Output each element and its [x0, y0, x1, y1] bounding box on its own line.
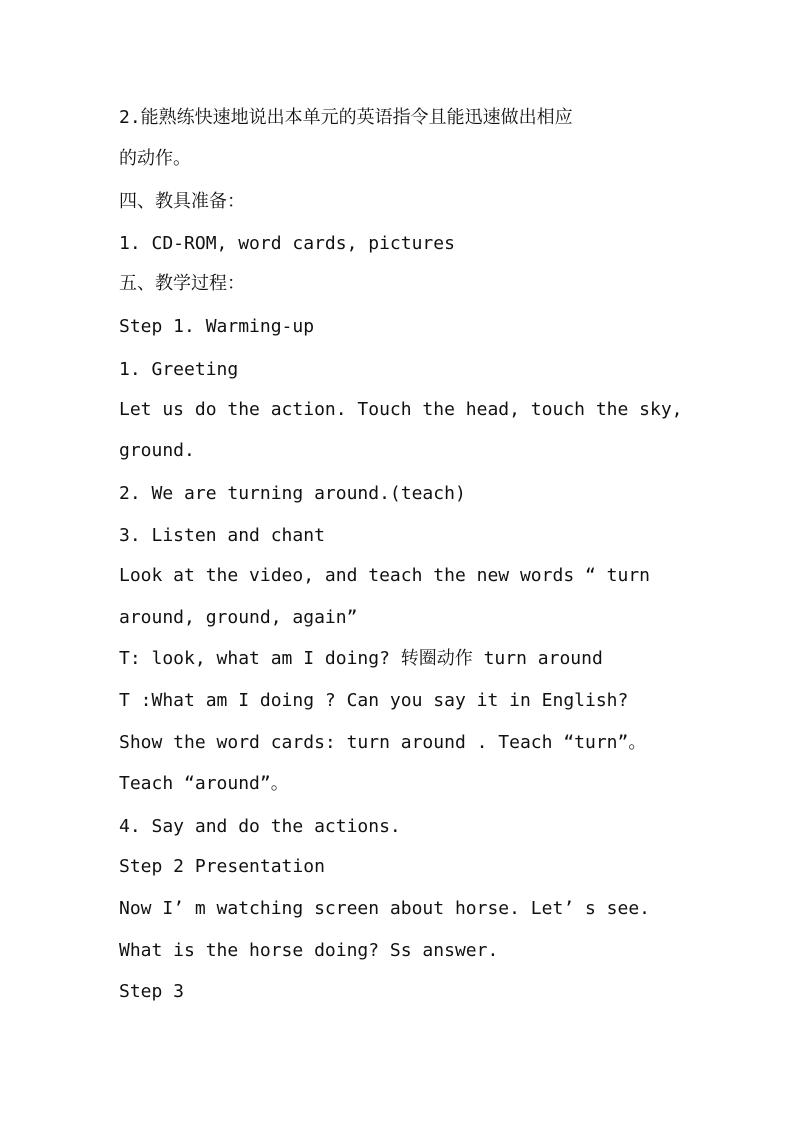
text-line: 4. Say and do the actions. [119, 816, 401, 837]
text-line: T :What am I doing ? Can you say it in English? [119, 690, 629, 711]
text-line: Step 2 Presentation [119, 856, 325, 877]
text-line: Show the word cards: turn around . Teach “turn”。 [119, 732, 647, 753]
text-line: Let us do the action. Touch the head, touch the sky, [119, 399, 683, 420]
text-line: 2.能熟练快速地说出本单元的英语指令且能迅速做出相应 [119, 107, 573, 128]
text-line: around, ground, again” [119, 607, 358, 628]
text-line: 的动作。 [119, 148, 191, 169]
text-line: T: look, what am I doing? 转圈动作 turn around [119, 648, 603, 669]
text-line: 1. CD-ROM, word cards, pictures [119, 233, 455, 254]
text-line: Step 3 [119, 981, 185, 1002]
text-line: ground. [119, 440, 195, 461]
text-line: 五、教学过程： [119, 273, 245, 294]
text-line: 2. We are turning around.(teach) [119, 483, 466, 504]
text-line: 四、教具准备： [119, 191, 245, 212]
text-line: 3. Listen and chant [119, 525, 325, 546]
text-line: What is the horse doing? Ss answer. [119, 940, 499, 961]
text-line: Step 1. Warming-up [119, 316, 315, 337]
text-line: Now I’ m watching screen about horse. Let’ s see. [119, 898, 651, 919]
text-line: 1. Greeting [119, 359, 239, 380]
text-line: Look at the video, and teach the new words “ turn [119, 565, 651, 586]
text-line: Teach “around”。 [119, 773, 289, 794]
